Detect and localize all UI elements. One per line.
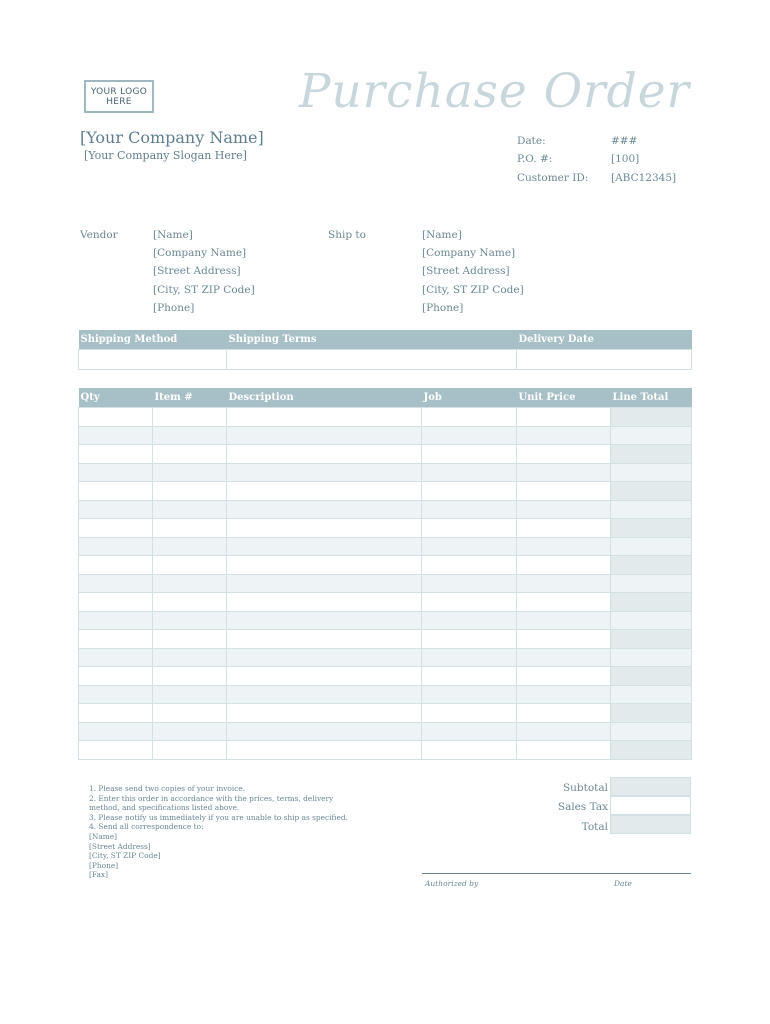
ship-to-street[interactable]: [Street Address]	[422, 265, 510, 278]
qty-cell[interactable]	[79, 722, 153, 741]
item-row	[79, 519, 692, 538]
ship-to-city[interactable]: [City, ST ZIP Code]	[422, 283, 524, 296]
unit-price-cell[interactable]	[517, 648, 611, 667]
item-number-cell[interactable]	[153, 408, 227, 427]
shipping-header-row	[79, 330, 692, 350]
note-contact-line[interactable]: [City, ST ZIP Code]	[89, 851, 161, 861]
total-value[interactable]	[610, 815, 691, 834]
item-number-cell[interactable]	[153, 519, 227, 538]
job-cell[interactable]	[422, 574, 517, 593]
customer-id-label: Customer ID:	[517, 172, 589, 184]
line-total-cell[interactable]	[611, 445, 692, 464]
job-cell[interactable]	[422, 426, 517, 445]
qty-cell[interactable]	[79, 537, 153, 556]
line-total-cell[interactable]	[611, 630, 692, 649]
unit-price-cell[interactable]	[517, 741, 611, 760]
item-row	[79, 704, 692, 723]
line-total-cell[interactable]	[611, 426, 692, 445]
date-value[interactable]: ###	[611, 135, 638, 147]
description-cell[interactable]	[227, 741, 422, 760]
job-cell[interactable]	[422, 482, 517, 501]
item-row	[79, 556, 692, 575]
line-total-cell[interactable]	[611, 741, 692, 760]
item-number-cell[interactable]	[153, 500, 227, 519]
note-line: 1. Please send two copies of your invoice.	[89, 784, 246, 793]
shipping-row	[79, 350, 692, 370]
company-slogan[interactable]: [Your Company Slogan Here]	[84, 149, 247, 162]
item-row	[79, 685, 692, 704]
line-total-cell[interactable]	[611, 685, 692, 704]
item-number-cell[interactable]	[153, 445, 227, 464]
description-cell[interactable]	[227, 463, 422, 482]
job-cell[interactable]	[422, 741, 517, 760]
description-cell[interactable]	[227, 445, 422, 464]
unit-price-cell[interactable]	[517, 593, 611, 612]
item-number-cell[interactable]	[153, 630, 227, 649]
item-row	[79, 574, 692, 593]
item-row	[79, 445, 692, 464]
job-cell[interactable]	[422, 408, 517, 427]
unit-price-cell[interactable]	[517, 537, 611, 556]
signature-date-label: Date	[614, 879, 632, 888]
description-cell[interactable]	[227, 519, 422, 538]
item-row	[79, 500, 692, 519]
qty-cell[interactable]	[79, 482, 153, 501]
line-total-cell[interactable]	[611, 482, 692, 501]
job-cell[interactable]	[422, 667, 517, 686]
item-row	[79, 408, 692, 427]
item-row	[79, 667, 692, 686]
line-total-cell[interactable]	[611, 519, 692, 538]
order-notes	[89, 784, 348, 880]
line-total-cell[interactable]	[611, 648, 692, 667]
unit-price-cell[interactable]	[517, 556, 611, 575]
item-row	[79, 630, 692, 649]
item-row	[79, 741, 692, 760]
unit-price-cell[interactable]	[517, 611, 611, 630]
item-number-cell[interactable]	[153, 537, 227, 556]
items-body	[79, 408, 692, 760]
line-total-cell[interactable]	[611, 722, 692, 741]
delivery-date-header: Delivery Date	[517, 330, 692, 350]
job-cell[interactable]	[422, 537, 517, 556]
shipping-method-cell[interactable]	[79, 350, 227, 370]
total-label: Total	[581, 821, 608, 833]
qty-cell[interactable]	[79, 704, 153, 723]
unit-price-cell[interactable]	[517, 667, 611, 686]
customer-id-value[interactable]: [ABC12345]	[611, 172, 677, 184]
unit-price-cell[interactable]	[517, 426, 611, 445]
note-contact-line[interactable]: [Name]	[89, 831, 118, 841]
unit-price-cell[interactable]	[517, 630, 611, 649]
vendor-street[interactable]: [Street Address]	[153, 265, 241, 278]
line-total-cell[interactable]	[611, 593, 692, 612]
shipping-table	[78, 330, 692, 370]
description-cell[interactable]	[227, 685, 422, 704]
shipping-terms-header: Shipping Terms	[227, 330, 517, 350]
item-row	[79, 482, 692, 501]
job-cell[interactable]	[422, 500, 517, 519]
item-number-cell[interactable]	[153, 685, 227, 704]
qty-cell[interactable]	[79, 500, 153, 519]
ship-to-name[interactable]: [Name]	[422, 229, 462, 241]
description-cell[interactable]	[227, 556, 422, 575]
item-number-cell[interactable]	[153, 741, 227, 760]
note-contact-line[interactable]: [Street Address]	[89, 841, 151, 851]
line-total-cell[interactable]	[611, 574, 692, 593]
line-total-header: Line Total	[611, 388, 692, 408]
item-row	[79, 593, 692, 612]
qty-cell[interactable]	[79, 648, 153, 667]
logo-line-1: YOUR LOGO	[90, 87, 148, 97]
item-row	[79, 426, 692, 445]
job-cell[interactable]	[422, 556, 517, 575]
line-total-cell[interactable]	[611, 537, 692, 556]
job-cell[interactable]	[422, 630, 517, 649]
vendor-name[interactable]: [Name]	[153, 229, 193, 241]
qty-cell[interactable]	[79, 611, 153, 630]
description-cell[interactable]	[227, 537, 422, 556]
job-cell[interactable]	[422, 648, 517, 667]
sales-tax-input[interactable]	[610, 796, 691, 815]
vendor-phone[interactable]: [Phone]	[153, 301, 195, 314]
subtotal-value[interactable]	[610, 777, 691, 796]
item-number-cell[interactable]	[153, 704, 227, 723]
item-number-cell[interactable]	[153, 611, 227, 630]
company-logo-placeholder	[84, 80, 154, 113]
job-cell[interactable]	[422, 704, 517, 723]
line-total-cell[interactable]	[611, 408, 692, 427]
authorized-by-label: Authorized by	[425, 879, 479, 888]
note-line: 4. Send all correspondence to:	[89, 822, 204, 832]
description-cell[interactable]	[227, 667, 422, 686]
delivery-date-cell[interactable]	[517, 350, 692, 370]
ship-to-label: Ship to	[328, 229, 366, 241]
ship-to-phone[interactable]: [Phone]	[422, 301, 464, 314]
unit-price-cell[interactable]	[517, 408, 611, 427]
job-cell[interactable]	[422, 519, 517, 538]
po-number-value[interactable]: [100]	[611, 153, 640, 165]
item-number-cell[interactable]	[153, 574, 227, 593]
note-line: 2. Enter this order in accordance with the prices, terms, delivery	[89, 793, 334, 803]
job-cell[interactable]	[422, 593, 517, 612]
item-row	[79, 648, 692, 667]
note-contact-line[interactable]: [Phone]	[89, 860, 119, 870]
job-cell[interactable]	[422, 445, 517, 464]
description-cell[interactable]	[227, 574, 422, 593]
qty-cell[interactable]	[79, 426, 153, 445]
qty-cell[interactable]	[79, 593, 153, 612]
job-cell[interactable]	[422, 685, 517, 704]
description-cell[interactable]	[227, 408, 422, 427]
qty-cell[interactable]	[79, 741, 153, 760]
line-total-cell[interactable]	[611, 500, 692, 519]
description-cell[interactable]	[227, 611, 422, 630]
line-total-cell[interactable]	[611, 611, 692, 630]
unit-price-cell[interactable]	[517, 463, 611, 482]
po-number-label: P.O. #:	[517, 153, 553, 165]
job-header: Job	[422, 388, 517, 408]
vendor-company[interactable]: [Company Name]	[153, 247, 247, 260]
sales-tax-label: Sales Tax	[557, 801, 608, 813]
item-number-cell[interactable]	[153, 463, 227, 482]
unit-price-header: Unit Price	[517, 388, 611, 408]
unit-price-cell[interactable]	[517, 519, 611, 538]
qty-cell[interactable]	[79, 408, 153, 427]
item-number-cell[interactable]	[153, 556, 227, 575]
qty-cell[interactable]	[79, 630, 153, 649]
qty-cell[interactable]	[79, 519, 153, 538]
item-number-cell[interactable]	[153, 722, 227, 741]
item-number-cell[interactable]	[153, 482, 227, 501]
unit-price-cell[interactable]	[517, 482, 611, 501]
signature-line[interactable]	[422, 873, 691, 874]
unit-price-cell[interactable]	[517, 500, 611, 519]
ship-to-company[interactable]: [Company Name]	[422, 247, 516, 260]
note-contact-line[interactable]: [Fax]	[89, 870, 108, 880]
unit-price-cell[interactable]	[517, 704, 611, 723]
job-cell[interactable]	[422, 463, 517, 482]
item-number-cell[interactable]	[153, 667, 227, 686]
line-total-cell[interactable]	[611, 704, 692, 723]
vendor-label: Vendor	[80, 229, 118, 241]
description-cell[interactable]	[227, 593, 422, 612]
qty-cell[interactable]	[79, 445, 153, 464]
qty-cell[interactable]	[79, 667, 153, 686]
unit-price-cell[interactable]	[517, 722, 611, 741]
item-row	[79, 611, 692, 630]
subtotal-label: Subtotal	[562, 782, 608, 794]
line-total-cell[interactable]	[611, 463, 692, 482]
unit-price-cell[interactable]	[517, 445, 611, 464]
unit-price-cell[interactable]	[517, 685, 611, 704]
ship-to-address[interactable]	[422, 226, 524, 317]
description-cell[interactable]	[227, 722, 422, 741]
description-cell[interactable]	[227, 426, 422, 445]
description-cell[interactable]	[227, 648, 422, 667]
item-number-header: Item #	[153, 388, 227, 408]
item-row	[79, 537, 692, 556]
item-row	[79, 722, 692, 741]
qty-cell[interactable]	[79, 556, 153, 575]
qty-header: Qty	[79, 388, 153, 408]
note-line: method, and specifications listed above.	[89, 803, 240, 813]
line-items-table	[78, 388, 692, 760]
line-total-cell[interactable]	[611, 667, 692, 686]
item-row	[79, 463, 692, 482]
unit-price-cell[interactable]	[517, 574, 611, 593]
qty-cell[interactable]	[79, 463, 153, 482]
job-cell[interactable]	[422, 722, 517, 741]
description-cell[interactable]	[227, 630, 422, 649]
shipping-terms-cell[interactable]	[227, 350, 517, 370]
document-title: Purchase Order	[298, 64, 690, 119]
logo-line-2: HERE	[106, 97, 132, 107]
item-number-cell[interactable]	[153, 648, 227, 667]
company-name[interactable]: [Your Company Name]	[80, 128, 264, 147]
job-cell[interactable]	[422, 611, 517, 630]
qty-cell[interactable]	[79, 685, 153, 704]
date-label: Date:	[517, 135, 546, 147]
line-total-cell[interactable]	[611, 556, 692, 575]
description-cell[interactable]	[227, 704, 422, 723]
item-number-cell[interactable]	[153, 593, 227, 612]
description-cell[interactable]	[227, 482, 422, 501]
item-number-cell[interactable]	[153, 426, 227, 445]
shipping-method-header: Shipping Method	[79, 330, 227, 350]
note-line: 3. Please notify us immediately if you are unable to ship as specified.	[89, 812, 348, 822]
qty-cell[interactable]	[79, 574, 153, 593]
description-cell[interactable]	[227, 500, 422, 519]
items-header-row	[79, 388, 692, 408]
description-header: Description	[227, 388, 422, 408]
vendor-address[interactable]	[153, 226, 255, 317]
vendor-city[interactable]: [City, ST ZIP Code]	[153, 283, 255, 296]
